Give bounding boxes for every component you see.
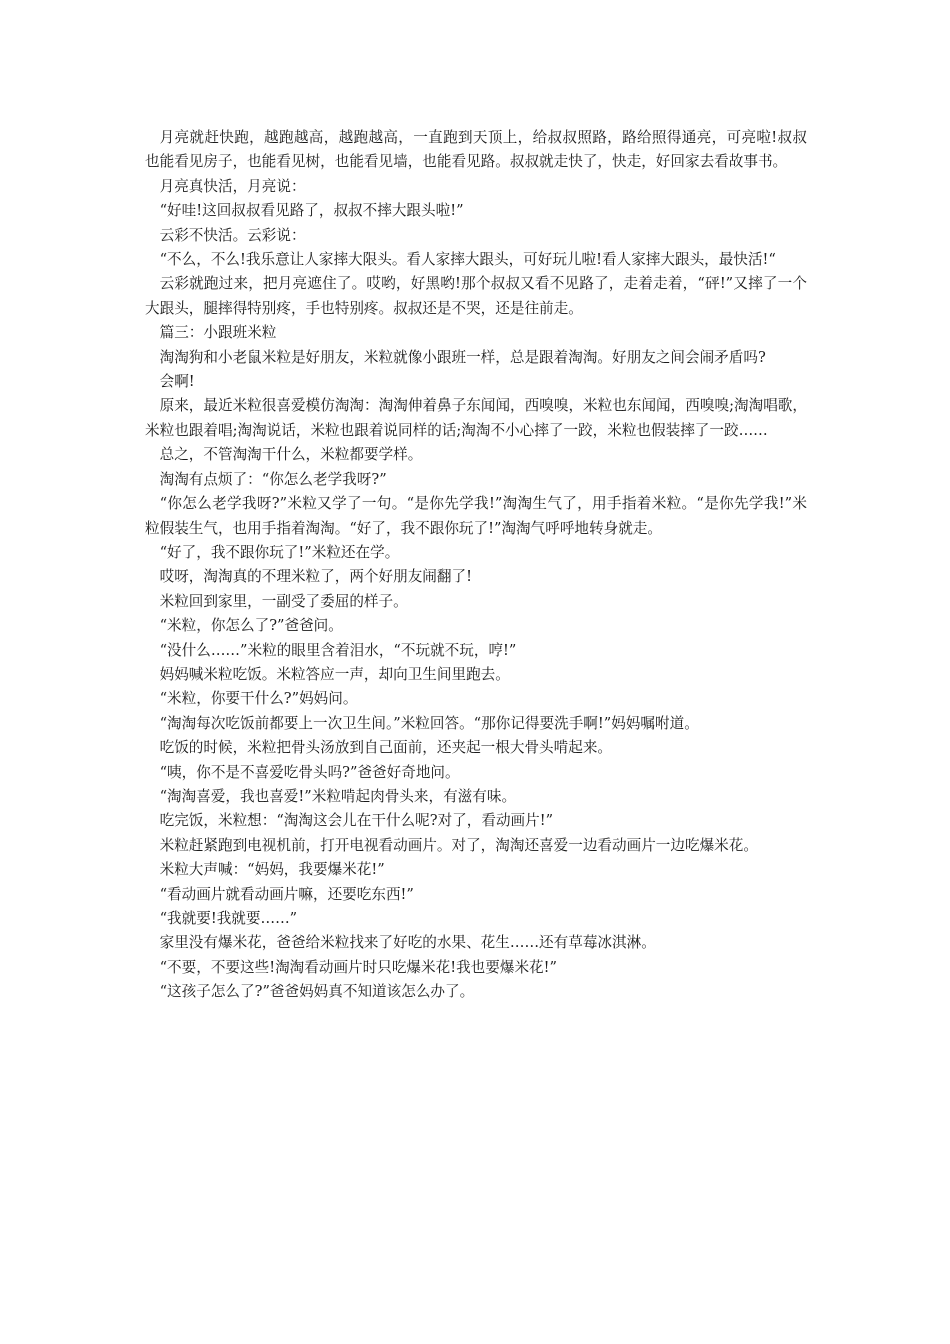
paragraph: “好哇!这回叔叔看见路了，叔叔不摔大跟头啦!” — [159, 202, 464, 220]
paragraph: 总之，不管淘淘干什么，米粒都要学样。 — [159, 446, 423, 464]
paragraph: 米粒回到家里，一副受了委屈的样子。 — [159, 592, 408, 610]
paragraph: “咦，你不是不喜爱吃骨头吗?”爸爸好奇地问。 — [159, 763, 460, 781]
paragraph: 月亮真快活，月亮说： — [159, 177, 306, 195]
paragraph: “不要，不要这些!淘淘看动画片时只吃爆米花!我也要爆米花!” — [159, 958, 557, 976]
paragraph: 云彩不快活。云彩说： — [159, 226, 306, 244]
paragraph: “你怎么老学我呀?”米粒又学了一句。“是你先学我!”淘淘生气了，用手指着米粒。“是你先学我!”米粒假装生气，也用手指着淘淘。“好了，我不跟你玩了!”淘淘气呼呼地转身就走。 — [145, 495, 807, 537]
paragraph: 原来，最近米粒很喜爱模仿淘淘：淘淘伸着鼻子东闻闻，西嗅嗅，米粒也东闻闻，西嗅嗅;淘淘唱歌，米粒也跟着唱;淘淘说话，米粒也跟着说同样的话;淘淘不小心摔了一跤，米粒也假装摔了一跤…… — [145, 397, 807, 439]
paragraph: 淘淘有点烦了：“你怎么老学我呀?” — [159, 470, 387, 488]
paragraph: 家里没有爆米花，爸爸给米粒找来了好吃的水果、花生……还有草莓冰淇淋。 — [159, 934, 656, 952]
paragraph: “米粒，你要干什么?”妈妈问。 — [159, 690, 358, 708]
paragraph: 云彩就跑过来，把月亮遮住了。哎哟，好黑哟!那个叔叔又看不见路了，走着走着，“砰!”又摔了一个大跟头，腿摔得特别疼，手也特别疼。叔叔还是不哭，还是往前走。 — [145, 275, 807, 317]
paragraph: 吃饭的时候，米粒把骨头汤放到自己面前，还夹起一根大骨头啃起来。 — [159, 739, 613, 757]
paragraph: “我就要!我就要……” — [159, 910, 298, 927]
paragraph: 月亮就赶快跑，越跑越高，越跑越高，一直跑到天顶上，给叔叔照路，路给照得通亮，可亮啦!叔叔也能看见房子，也能看见树，也能看见墙，也能看见路。叔叔就走快了，快走，好回家去看故事书。 — [145, 129, 807, 171]
paragraph: 吃完饭，米粒想：“淘淘这会儿在干什么呢?对了，看动画片!” — [159, 812, 554, 830]
paragraph: 会啊! — [159, 373, 195, 391]
paragraph: “这孩子怎么了?”爸爸妈妈真不知道该怎么办了。 — [159, 983, 475, 1001]
paragraph: 米粒赶紧跑到电视机前，打开电视看动画片。对了，淘淘还喜爱一边看动画片一边吃爆米花。 — [159, 836, 758, 854]
paragraph: “看动画片就看动画片嘛，还要吃东西!” — [159, 885, 414, 903]
paragraph: “淘淘每次吃饭前都要上一次卫生间。”米粒回答。“那你记得要洗手啊!”妈妈嘱咐道。 — [159, 714, 699, 732]
paragraph: “不么，不么!我乐意让人家摔大限头。看人家摔大跟头，可好玩儿啦!看人家摔大跟头，最快活!“ — [159, 251, 776, 269]
section-heading: 篇三：小跟班米粒 — [159, 324, 277, 342]
paragraph: 米粒大声喊：“妈妈，我要爆米花!” — [159, 861, 385, 879]
paragraph: “没什么……”米粒的眼里含着泪水，“不玩就不玩，哼!” — [159, 641, 517, 659]
paragraph: “淘淘喜爱，我也喜爱!”米粒啃起肉骨头来，有滋有味。 — [159, 787, 517, 805]
paragraph: 淘淘狗和小老鼠米粒是好朋友，米粒就像小跟班一样，总是跟着淘淘。好朋友之间会闹矛盾吗? — [159, 348, 766, 366]
paragraph: “米粒，你怎么了?”爸爸问。 — [159, 617, 343, 635]
document-body — [145, 126, 807, 1005]
paragraph: 妈妈喊米粒吃饭。米粒答应一声，却向卫生间里跑去。 — [159, 665, 510, 683]
paragraph: 哎呀，淘淘真的不理米粒了，两个好朋友闹翻了! — [159, 568, 472, 586]
paragraph: “好了，我不跟你玩了!”米粒还在学。 — [159, 543, 400, 561]
